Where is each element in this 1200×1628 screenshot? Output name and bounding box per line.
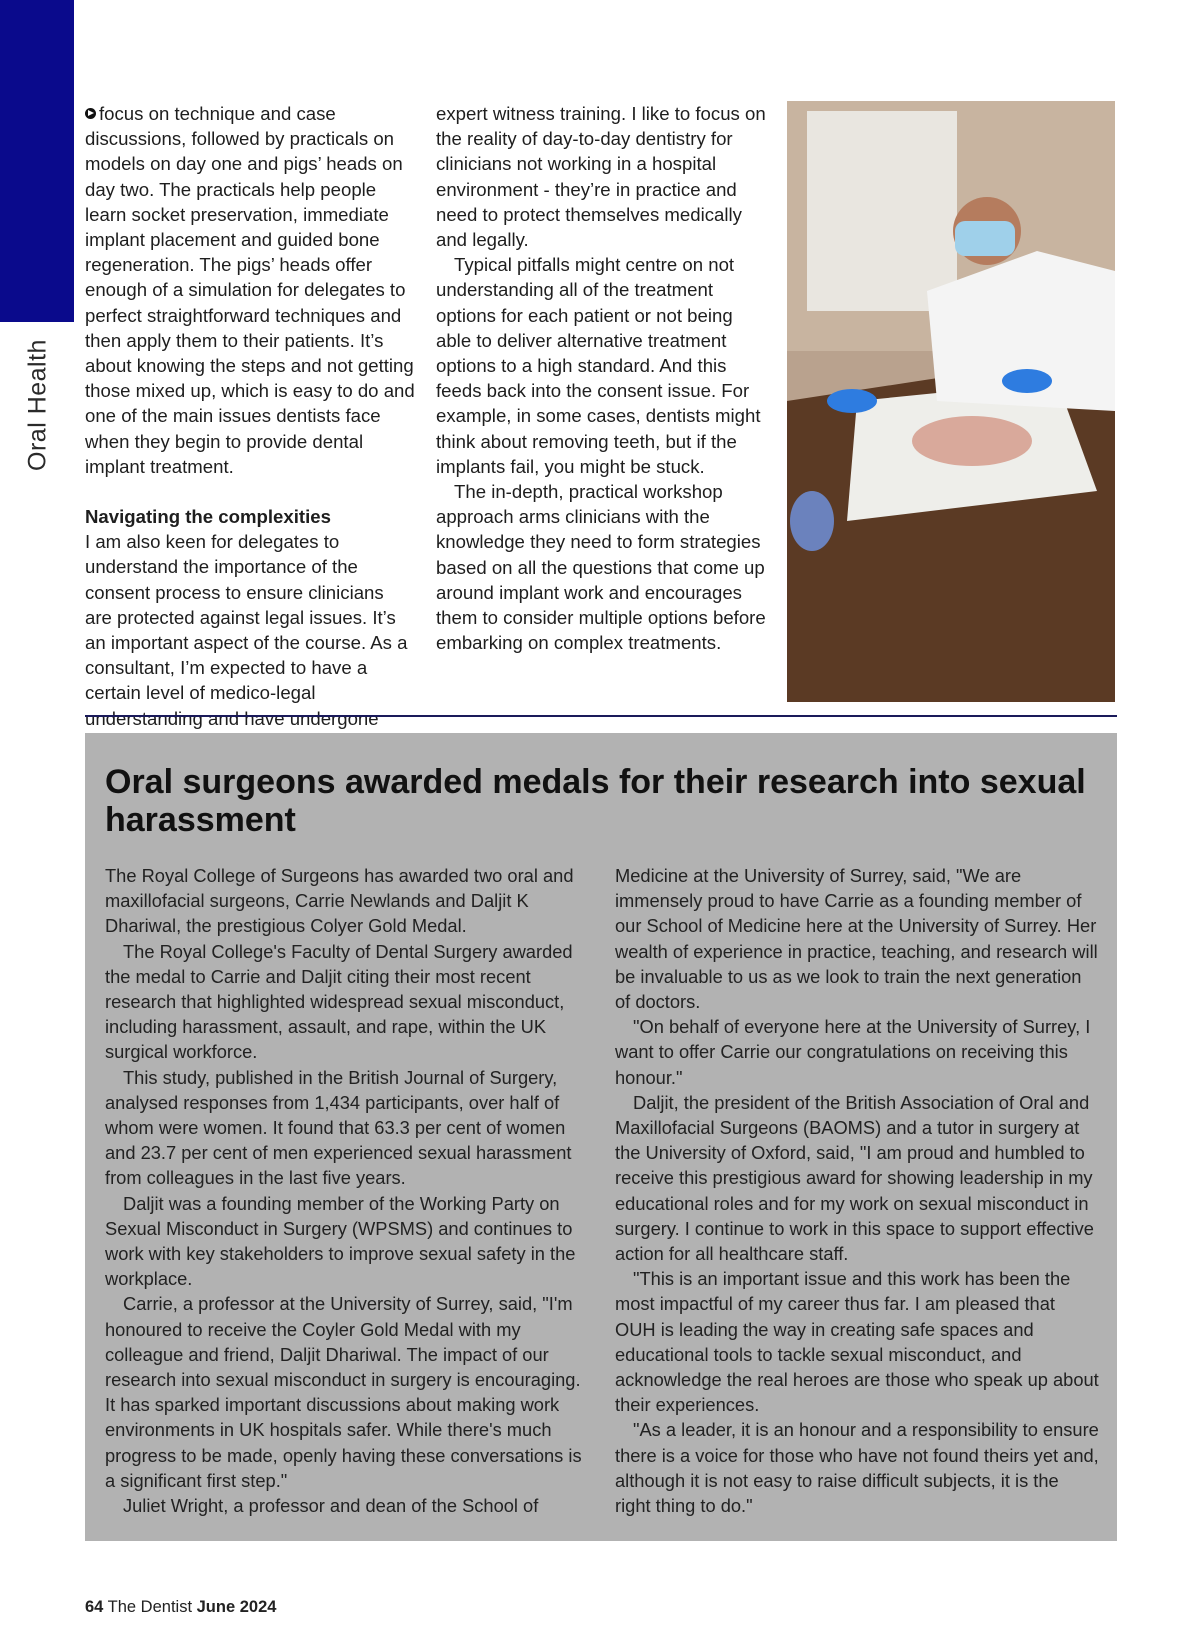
photo-glove-left: [827, 389, 877, 413]
section-color-bar: [0, 0, 74, 322]
news-paragraph: Daljit was a founding member of the Working Party on Sexual Misconduct in Surgery (WPSMS) and continues to work with key stakeholders to improve sexual safety in the workplace.: [105, 1192, 576, 1290]
news-paragraph: "As a leader, it is an honour and a responsibility to ensure there is a voice for those who have not found theirs yet and, although it is not easy to raise difficult subjects, it is the right thing to do.": [615, 1419, 1099, 1517]
photo-glass: [790, 491, 834, 551]
news-paragraph: The Royal College of Surgeons has awarded two oral and maxillofacial surgeons, Carrie Newlands and Daljit K Dhariwal, the prestigious Colyer Gold Medal.: [105, 865, 574, 937]
photo-specimen: [912, 416, 1032, 466]
news-paragraph: This study, published in the British Journal of Surgery, analysed responses from 1,434 participants, over half of whom were women. It found that 63.3 per cent of women and 23.7 per cent of men experienced sexual harassment from colleagues in the last five years.: [105, 1066, 572, 1189]
continuation-arrow-icon: [85, 108, 96, 119]
photo-mask: [955, 221, 1015, 256]
photo-illustration: [787, 101, 1115, 702]
news-headline: Oral surgeons awarded medals for their research into sexual harassment: [105, 763, 1086, 839]
news-box: [85, 733, 1117, 1541]
workshop-photo: [787, 101, 1115, 702]
news-paragraph: Medicine at the University of Surrey, said, "We are immensely proud to have Carrie as a founding member of our School of Medicine here at the University of Surrey. Her wealth of experience in practice, teaching, and research will be invaluable to us as we look to train the next generation of doctors.: [615, 865, 1098, 1013]
photo-whiteboard: [807, 111, 957, 311]
page-footer: [85, 1598, 276, 1617]
news-paragraph: Juliet Wright, a professor and dean of the School of: [123, 1495, 539, 1517]
news-paragraph: Daljit, the president of the British Association of Oral and Maxillofacial Surgeons (BAOMS) and a tutor in surgery at the University of Oxford, said, "I am proud and humbled to receive this prestigious award for showing leadership in my educational roles and for my work on sexual misconduct in surgery. I continue to work in this space to support effective action for all healthcare staff.: [615, 1091, 1094, 1265]
article-paragraph: I am also keen for delegates to understand the importance of the consent process to ensure clinicians are protected against legal issues. It’s an important aspect of the course. As a consultant, I’m expected to have a certain level of medico-legal understanding and have undergone: [85, 531, 408, 729]
article-paragraph: The in-depth, practical workshop approach arms clinicians with the knowledge they need to form strategies based on all the questions that come up around implant work and encourages them to consider multiple options before embarking on complex treatments.: [436, 481, 766, 654]
news-column-2: [615, 863, 1099, 1518]
photo-glove-right: [1002, 369, 1052, 393]
article-column-1: [85, 101, 415, 731]
news-paragraph: Carrie, a professor at the University of Surrey, said, "I'm honoured to receive the Coyler Gold Medal with my colleague and friend, Daljit Dhariwal. The impact of our research into sexual misconduct in surgery is encouraging. It has sparked important discussions about making work environments in UK hospitals safer. While there's much progress to be made, openly having these conversations is a significant first step.": [105, 1293, 582, 1491]
section-label: Oral Health: [23, 339, 52, 471]
article-paragraph: expert witness training. I like to focus on the reality of day-to-day dentistry for clinicians not working in a hospital environment - they’re in practice and need to protect themselves medically and legally.: [436, 103, 766, 251]
section-divider: [85, 715, 1117, 717]
news-column-1: [105, 863, 585, 1518]
news-paragraph: "This is an important issue and this work has been the most impactful of my career thus far. I am pleased that OUH is leading the way in creating safe spaces and educational tools to tackle sexual misconduct, and acknowledge the real heroes are those who speak up about their experiences.: [615, 1268, 1099, 1416]
publication-name: The Dentist: [107, 1598, 193, 1616]
article-paragraph: Typical pitfalls might centre on not understanding all of the treatment options for each patient or not being able to deliver alternative treatment options to a high standard. And this feeds back into the consent issue. For example, in some cases, dentists might think about removing teeth, but if the implants fail, you might be stuck.: [436, 254, 761, 477]
issue-date: June 2024: [196, 1598, 277, 1616]
news-paragraph: "On behalf of everyone here at the University of Surrey, I want to offer Carrie our congratulations on receiving this honour.": [615, 1016, 1091, 1088]
news-paragraph: The Royal College's Faculty of Dental Surgery awarded the medal to Carrie and Daljit citing their most recent research that highlighted widespread sexual misconduct, including harassment, assault, and rape, within the UK surgical workforce.: [105, 940, 573, 1063]
article-subheading: Navigating the complexities: [85, 506, 331, 528]
article-paragraph: focus on technique and case discussions, followed by practicals on models on day one and pigs’ heads on day two. The practicals help people learn socket preservation, immediate implant placement and guided bone regeneration. The pigs’ heads offer enough of a simulation for delegates to perfect straightforward techniques and then apply them to their patients. It’s about knowing the steps and not getting those mixed up, which is easy to do and one of the main issues dentists face when they begin to provide dental implant treatment.: [85, 103, 415, 477]
page-number: 64: [85, 1598, 104, 1616]
article-column-2: [436, 101, 766, 655]
